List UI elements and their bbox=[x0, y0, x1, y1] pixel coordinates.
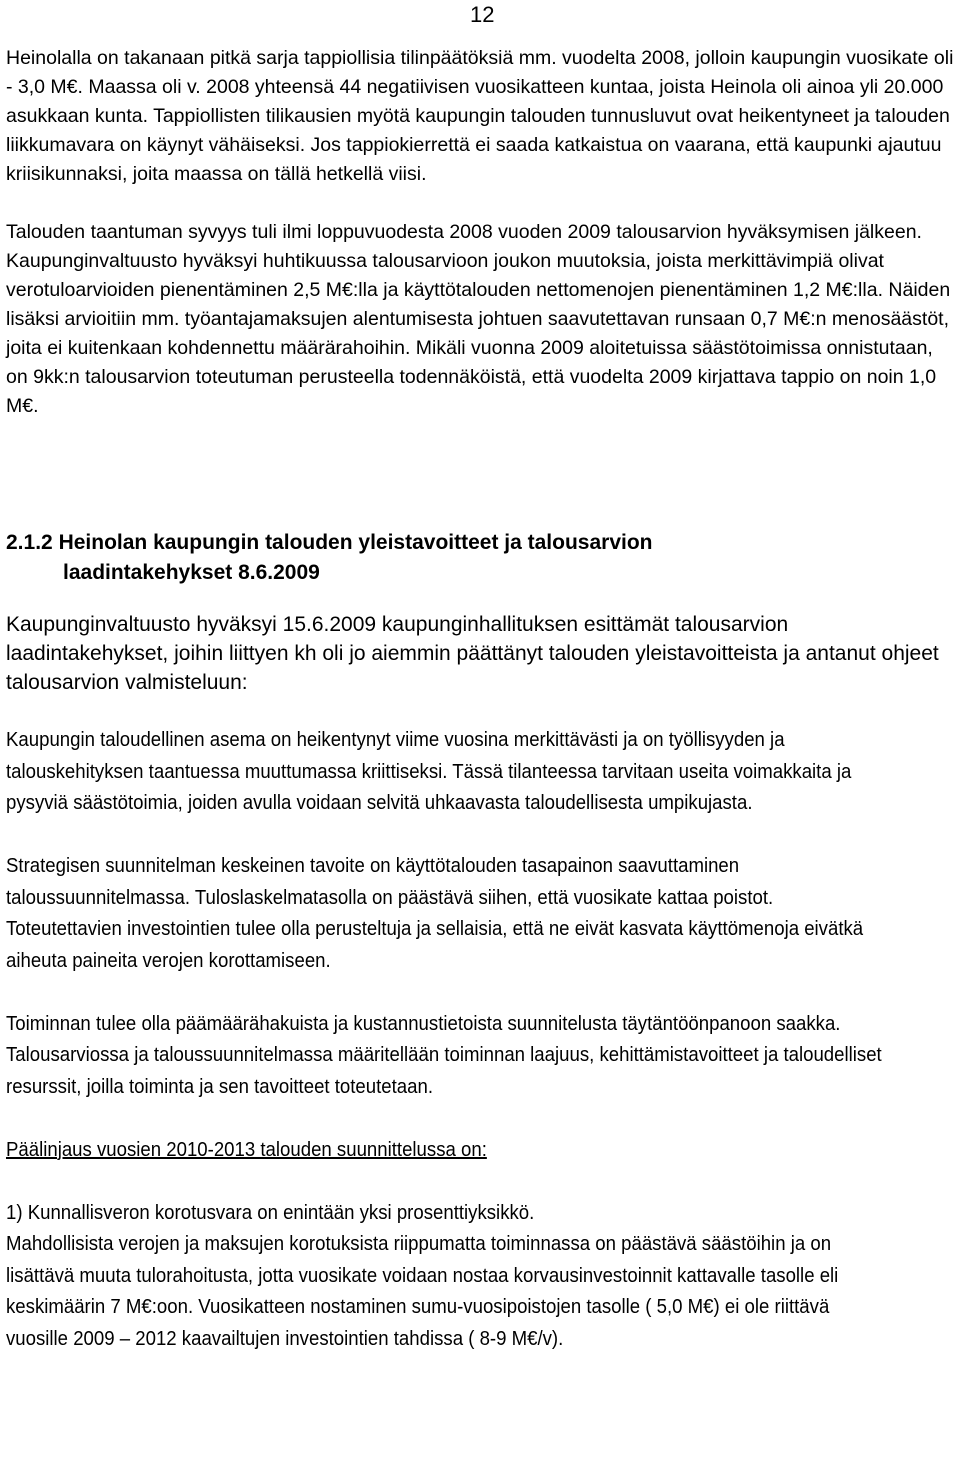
page-number: 12 bbox=[470, 2, 495, 27]
paragraph: Heinolalla on takanaan pitkä sarja tappiollisia tilinpäätöksiä mm. vuodelta 2008, jolloin kaupungin vuosikate oli - 3,0 M€. Maassa oli v. 2008 yhteensä 44 negatiivisen vuosikatteen kuntaa, joista Heinola oli ainoa yli 20.000 asukkaan kunta. Tappiollisten tilikausien myötä kaupungin talouden tunnusluvut ovat heikentyneet ja talouden liikkumavara on käynyt vähäiseksi. Jos tappiokierrettä ei saada katkaistua on vaarana, että kaupunki ajautuu kriisikunnaksi, joita maassa on tällä hetkellä viisi. bbox=[6, 47, 954, 185]
policy-subheading bbox=[6, 1135, 888, 1167]
policy-subheading-text: Päälinjaus vuosien 2010-2013 talouden suunnittelussa on: bbox=[6, 1138, 487, 1161]
policy-item-1-text: Mahdollisista verojen ja maksujen korotuksista riippumatta toiminnassa on päästävä säästöihin ja on lisättävä muuta tulorahoitusta, jotta vuosikate voidaan nostaa korvausinvestoinnit kattavalle tasolle eli keskimäärin 7 M€:oon. Vuosikatteen nostaminen sumu-vuosipoistojen tasolle ( 5,0 M€) ei ole riittävä vuosille 2009 – 2012 kaavailtujen investointien tahdissa ( 8-9 M€/v). bbox=[6, 1233, 839, 1350]
policy-item-1: 1) Kunnallisveron korotusvara on enintään yksi prosenttiyksikkö. bbox=[6, 1201, 535, 1224]
paragraph: Talouden taantuman syvyys tuli ilmi loppuvuodesta 2008 vuoden 2009 talousarvion hyväksymisen jälkeen. Kaupunginvaltuusto hyväksyi huhtikuussa talousarvioon joukon muutoksia, joista merkittävimpiä olivat verotuloarvioiden pienentäminen 2,5 M€:lla ja käyttötalouden nettomenojen pienentäminen 1,2 M€:lla. Näiden lisäksi arvioitiin mm. työantajamaksujen alentumisesta johtuen saavutettavan runsaan 0,7 M€:n menosäästöt, joita ei kuitenkaan kohdennettu määrärahoihin. Mikäli vuonna 2009 aloitetuissa säästötoimissa onnistutaan, on 9kk:n talousarvion toteutuman perusteella todennäköistä, että vuodelta 2009 kirjattava tappio on noin 1,0 M€. bbox=[6, 221, 951, 417]
heading-line2: laadintakehykset 8.6.2009 bbox=[63, 561, 320, 584]
heading-line1: Heinolan kaupungin talouden yleistavoitteet ja talousarvion bbox=[58, 531, 653, 554]
paragraph: Strategisen suunnitelman keskeinen tavoite on käyttötalouden tasapainon saavuttaminen taloussuunnitelmassa. Tuloslaskelmatasolla on päästävä siihen, että vuosikate kattaa poistot. Toteutettavien investointien tulee olla perusteltuja ja sellaisia, että ne eivät kasvata käyttömenoja eivätkä aiheuta paineita verojen korottamiseen. bbox=[6, 855, 864, 972]
section-heading bbox=[6, 528, 653, 588]
intro-section bbox=[6, 44, 954, 450]
paragraph: Kaupunginvaltuusto hyväksyi 15.6.2009 kaupunginhallituksen esittämät talousarvion laadintakehykset, joihin liittyen kh oli jo aiemmin päättänyt talouden yleistavoitteista ja antanut ohjeet talousarvion valmisteluun: bbox=[6, 613, 939, 694]
heading-number: 2.1.2 bbox=[6, 531, 53, 554]
goals-section bbox=[6, 725, 888, 1355]
paragraph: Toiminnan tulee olla päämäärähakuista ja kustannustietoista suunnitelusta täytäntöönpanoon saakka. Talousarviossa ja taloussuunnitelmassa määritellään toiminnan laajuus, kehittämistavoitteet ja taloudelliset resurssit, joilla toiminta ja sen tavoitteet toteutetaan. bbox=[6, 1012, 882, 1098]
approval-section bbox=[6, 610, 954, 726]
paragraph: Kaupungin taloudellinen asema on heikentynyt viime vuosina merkittävästi ja on työllisyyden ja talouskehityksen taantuessa muuttumassa kriittiseksi. Tässä tilanteessa tarvitaan useita voimakkaita ja pysyviä säästötoimia, joiden avulla voidaan selvitä uhkaavasta taloudellisesta umpikujasta. bbox=[6, 729, 852, 814]
